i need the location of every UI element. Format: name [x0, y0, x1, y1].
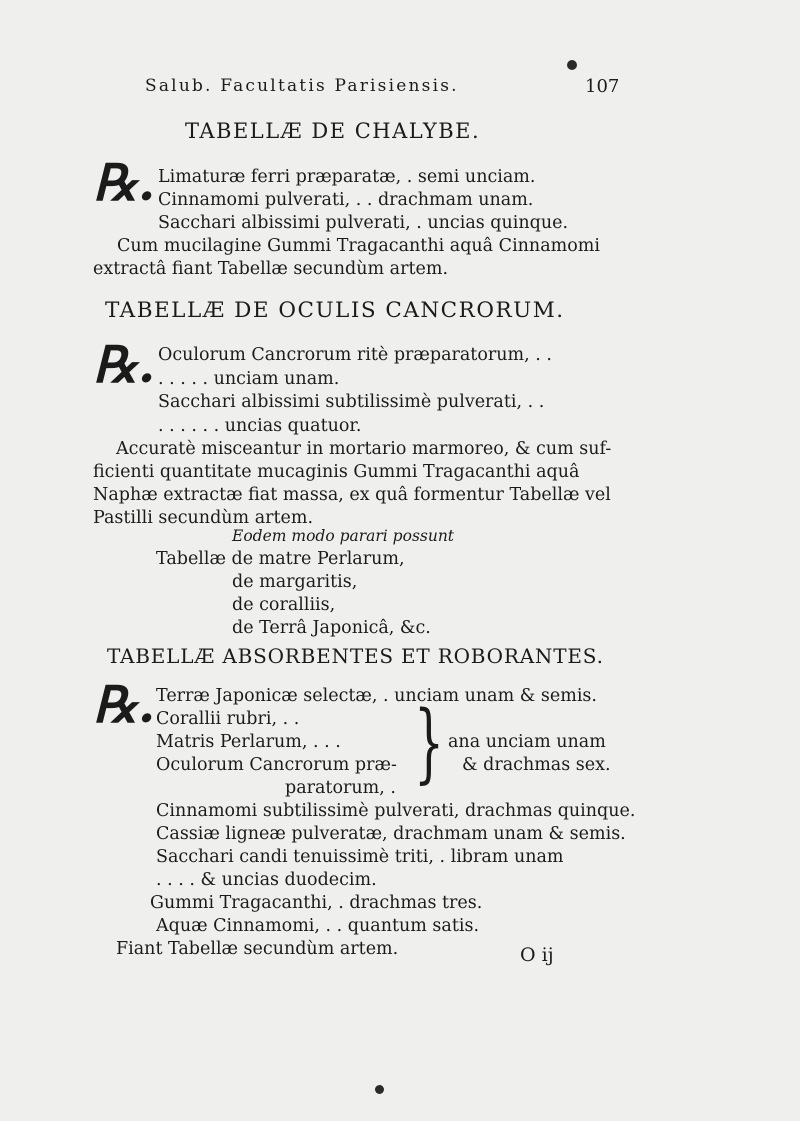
recipe-line: Pastilli secundùm artem.: [93, 508, 314, 528]
recipe-line: . . . . . unciam unam.: [158, 369, 340, 389]
running-head: Salub. Facultatis Parisiensis.: [145, 76, 459, 96]
recipe-line: . . . . & uncias duodecim.: [156, 870, 377, 890]
recipe-line: Accuratè misceantur in mortario marmoreo, & cum suf-: [116, 439, 612, 459]
recipe-line: Cinnamomi pulverati, . . drachmam unam.: [158, 190, 534, 210]
recipe-line: Limaturæ ferri præparatæ, . semi unciam.: [158, 167, 536, 187]
recipe-note: Eodem modo parari possunt: [232, 527, 455, 545]
recipe-line: Cinnamomi subtilissimè pulverati, drachmas quinque.: [156, 801, 636, 821]
recipe-line: Sacchari candi tenuissimè triti, . libram unam: [156, 847, 564, 867]
curly-brace-icon: }: [414, 693, 445, 793]
section-title-absorbentes: TABELLÆ ABSORBENTES ET ROBORANTES.: [107, 644, 604, 668]
recipe-line: Oculorum Cancrorum præ-: [156, 755, 397, 775]
recipe-line: . . . . . . uncias quatuor.: [158, 416, 362, 436]
recipe-symbol: ℞.: [93, 675, 156, 734]
recipe-line: Cum mucilagine Gummi Tragacanthi aquâ Cinnamomi: [117, 236, 600, 256]
recipe-line: de margaritis,: [232, 572, 358, 592]
recipe-line: extractâ fiant Tabellæ secundùm artem.: [93, 259, 449, 279]
section-title-chalybe: TABELLÆ DE CHALYBE.: [185, 119, 481, 143]
recipe-line: Corallii rubri, . .: [156, 709, 300, 729]
recipe-line: de Terrâ Japonicâ, &c.: [232, 618, 431, 638]
recipe-line: Gummi Tragacanthi, . drachmas tres.: [150, 893, 483, 913]
recipe-line: Terræ Japonicæ selectæ, . unciam unam & semis.: [156, 686, 597, 706]
recipe-line: Cassiæ ligneæ pulveratæ, drachmam unam & semis.: [156, 824, 626, 844]
recipe-symbol: ℞.: [93, 153, 156, 212]
recipe-line: Fiant Tabellæ secundùm artem.: [116, 939, 399, 959]
signature-mark: O ij: [520, 944, 554, 966]
recipe-line: de coralliis,: [232, 595, 336, 615]
recipe-line: Naphæ extractæ fiat massa, ex quâ formentur Tabellæ vel: [93, 485, 611, 505]
recipe-symbol: ℞.: [93, 335, 156, 394]
page-number: 107: [585, 76, 620, 97]
ink-spot: [375, 1085, 384, 1094]
recipe-line: ficienti quantitate mucaginis Gummi Tragacanthi aquâ: [93, 462, 580, 482]
recipe-line: Sacchari albissimi subtilissimè pulverati, . .: [158, 392, 545, 412]
recipe-line: Aquæ Cinnamomi, . . quantum satis.: [156, 916, 480, 936]
recipe-line: paratorum, .: [285, 778, 396, 798]
recipe-line: Sacchari albissimi pulverati, . uncias quinque.: [158, 213, 569, 233]
recipe-line: Oculorum Cancrorum ritè præparatorum, . .: [158, 345, 552, 365]
recipe-line: ana unciam unam: [448, 732, 606, 752]
recipe-line: Tabellæ de matre Perlarum,: [156, 549, 405, 569]
recipe-line: Matris Perlarum, . . .: [156, 732, 341, 752]
section-title-oculis-cancrorum: TABELLÆ DE OCULIS CANCRORUM.: [105, 298, 565, 323]
recipe-line: & drachmas sex.: [462, 755, 611, 775]
ink-spot: [567, 60, 577, 70]
